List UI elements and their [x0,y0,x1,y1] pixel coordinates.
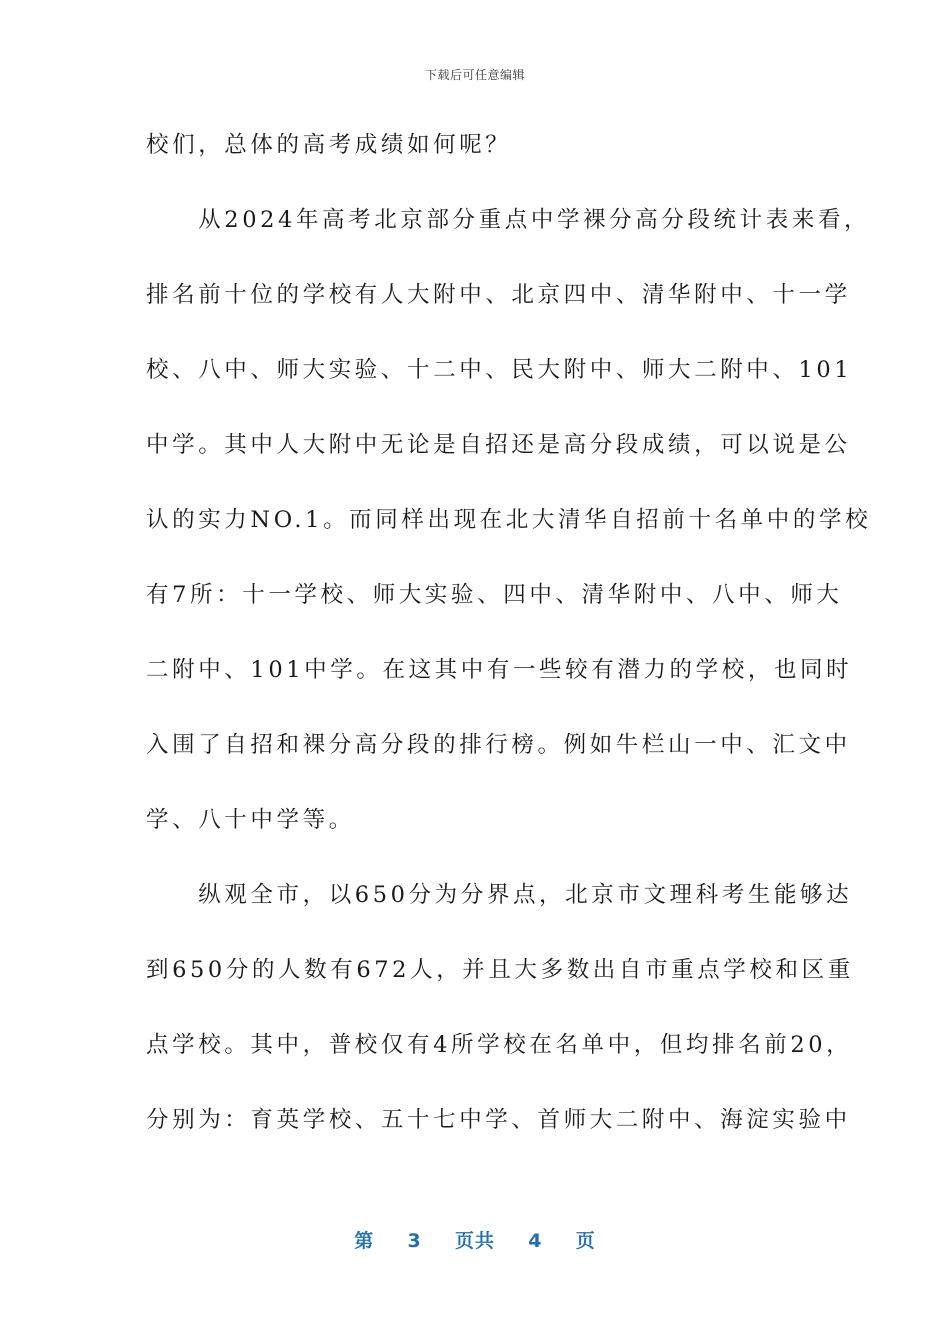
text-line: 校、八中、师大实验、十二中、民大附中、师大二附中、101 [146,357,853,383]
footer-prefix: 第 [354,1230,375,1252]
current-page-number: 3 [407,1230,422,1252]
text-line: 入围了自招和裸分高分段的排行榜。例如牛栏山一中、汇文中 [146,732,851,758]
text-line: 学、八十中学等。 [146,807,355,833]
text-line: 校们，总体的高考成绩如何呢？ [146,132,512,158]
text-line: 点学校。其中，普校仅有4所学校在名单中，但均排名前20， [146,1032,853,1058]
footer-suffix: 页 [575,1230,596,1252]
text-line: 到650分的人数有672人，并且大多数出自市重点学校和区重 [146,957,854,983]
header-note: 下载后可任意编辑 [424,68,525,82]
page-footer [0,1226,950,1253]
text-line: 分别为：育英学校、五十七中学、首师大二附中、海淀实验中 [146,1107,851,1133]
total-pages-number: 4 [528,1230,543,1252]
text-line: 中学。其中人大附中无论是自招还是高分段成绩，可以说是公 [146,432,851,458]
text-line: 排名前十位的学校有人大附中、北京四中、清华附中、十一学 [146,282,851,308]
text-line: 认的实力NO.1。而同样出现在北大清华自招前十名单中的学校 [146,507,872,533]
text-line: 二附中、101中学。在这其中有一些较有潜力的学校，也同时 [146,657,853,683]
text-line: 有7所：十一学校、师大实验、四中、清华附中、八中、师大 [146,582,843,608]
text-line: 从2024年高考北京部分重点中学裸分高分段统计表来看， [146,207,871,233]
text-line: 纵观全市，以650分为分界点，北京市文理科考生能够达 [146,882,853,908]
footer-middle: 页共 [454,1230,495,1252]
body-text [146,120,872,1170]
